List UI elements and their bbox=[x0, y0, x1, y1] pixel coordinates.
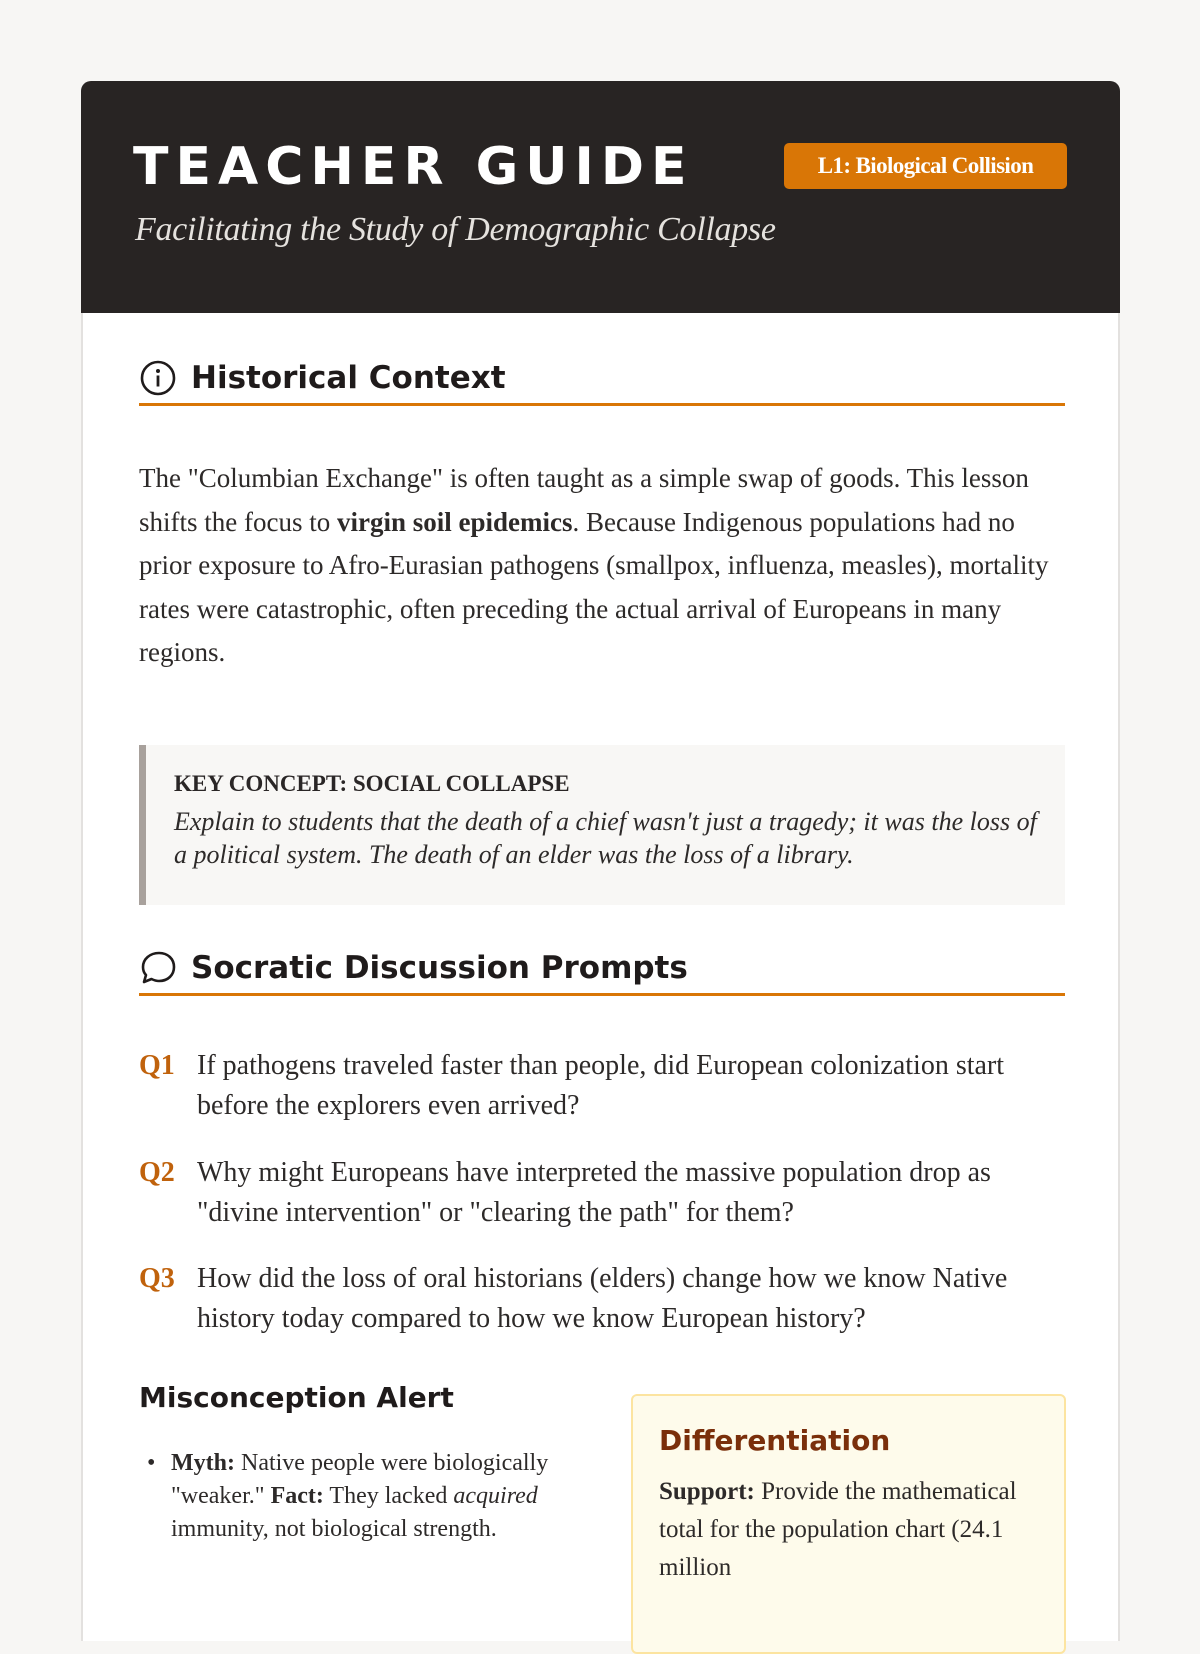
teacher-guide-card bbox=[81, 81, 1120, 1641]
fact-emphasis: acquired bbox=[453, 1483, 538, 1509]
key-concept-text: Explain to students that the death of a chief wasn't just a tragedy; it was the loss of a political system. The death of an elder was the loss of a library. bbox=[174, 807, 1037, 869]
historical-context-heading bbox=[139, 353, 1065, 406]
para-text: . Because Indigenous populations had no prior exposure to Afro-Eurasian pathogens (smallpox, influenza, measles), mortality rates were catastrophic, often preceding the actual arrival of Europeans in many regions. bbox=[139, 506, 1049, 667]
para-emphasis: virgin soil epidemics bbox=[336, 506, 573, 537]
question-number: Q2 bbox=[139, 1157, 175, 1188]
historical-context-paragraph bbox=[139, 457, 1065, 675]
lesson-badge: L1: Biological Collision bbox=[784, 143, 1067, 189]
fact-label: Fact: bbox=[270, 1483, 324, 1509]
section-title: Historical Context bbox=[191, 360, 506, 396]
discussion-question bbox=[139, 1046, 1065, 1126]
key-concept-callout bbox=[139, 745, 1065, 905]
question-number: Q1 bbox=[139, 1050, 175, 1081]
support-text: Provide the mathematical total for the population chart (24.1 million bbox=[659, 1478, 1017, 1581]
discussion-question bbox=[139, 1259, 1065, 1339]
fact-text: They lacked bbox=[323, 1483, 454, 1509]
section-title: Socratic Discussion Prompts bbox=[191, 950, 688, 986]
support-label: Support: bbox=[659, 1478, 755, 1505]
fact-text: immunity, not biological strength. bbox=[171, 1516, 497, 1542]
misconception-heading: Misconception Alert bbox=[139, 1381, 454, 1414]
misconception-list bbox=[139, 1447, 559, 1546]
question-number: Q3 bbox=[139, 1263, 175, 1294]
differentiation-box bbox=[631, 1394, 1066, 1654]
myth-label: Myth: bbox=[171, 1450, 235, 1476]
differentiation-heading: Differentiation bbox=[659, 1424, 891, 1457]
info-circle-icon bbox=[139, 359, 177, 397]
speech-bubble-icon bbox=[139, 949, 177, 987]
question-text: How did the loss of oral historians (elders) change how we know Native history today compared to how we know European history? bbox=[197, 1263, 1008, 1334]
bullet-icon: • bbox=[147, 1450, 156, 1476]
discussion-question bbox=[139, 1153, 1065, 1233]
page-title: TEACHER GUIDE bbox=[133, 137, 694, 197]
key-concept-heading: KEY CONCEPT: SOCIAL COLLAPSE bbox=[174, 771, 570, 796]
list-item bbox=[139, 1447, 559, 1546]
differentiation-support bbox=[659, 1473, 1038, 1587]
question-text: If pathogens traveled faster than people, did European colonization start before the explorers even arrived? bbox=[197, 1050, 1005, 1121]
page-subtitle: Facilitating the Study of Demographic Collapse bbox=[135, 211, 776, 248]
para-text: The "Columbian Exchange" is often taught as a simple swap of goods. This lesson shifts the focus to bbox=[139, 463, 1029, 537]
guide-header bbox=[81, 81, 1120, 313]
socratic-prompts-heading bbox=[139, 943, 1065, 996]
question-text: Why might Europeans have interpreted the massive population drop as "divine intervention" or "clearing the path" for them? bbox=[197, 1157, 991, 1228]
myth-text: Native people were biologically "weaker." bbox=[171, 1450, 549, 1509]
